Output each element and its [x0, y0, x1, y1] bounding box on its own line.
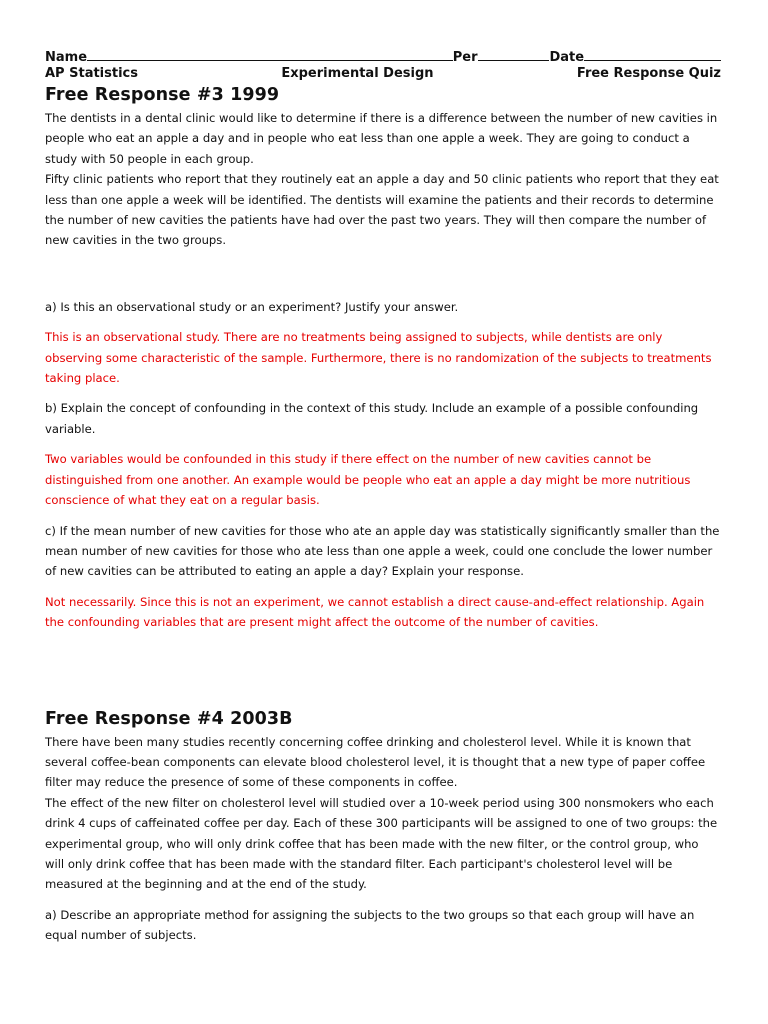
fr3-question-b: b) Explain the concept of confounding in the context of this study. Include an example of a possible confounding variable. [45, 401, 699, 436]
topic-title: Experimental Design [281, 66, 434, 81]
fr3-answer-b: Two variables would be confounded in this study if there effect on the number of new cavities cannot be distinguished from one another. An example would be people who eat an apple a day might be more nutritious conscience of what they eat on a regular basis. [45, 452, 691, 508]
course-line [45, 66, 721, 81]
fr4-title: Free Response #4 2003B [45, 708, 293, 729]
name-blank [87, 46, 453, 61]
per-blank [478, 46, 550, 61]
date-label: Date [549, 50, 585, 65]
fr3-intro-2: Fifty clinic patients who report that they routinely eat an apple a day and 50 clinic patients who report that they eat less than one apple a week will be identified. The dentists will examine the patients and their records to determine the number of new cavities the patients have had over the past two years. They will then compare the number of new cavities in the two groups. [45, 172, 719, 248]
name-period-date-line [45, 46, 721, 64]
fr3-title: Free Response #3 1999 [45, 85, 280, 105]
quiz-title: Free Response Quiz [576, 66, 721, 81]
date-blank [584, 46, 721, 61]
fr4-intro-1: There have been many studies recently concerning coffee drinking and cholesterol level. While it is known that several coffee-bean components can elevate blood cholesterol level, it is thought that a new type of paper coffee filter may reduce the presence of some of these components in coffee. [45, 734, 706, 790]
fr4-question-a: a) Describe an appropriate method for assigning the subjects to the two groups so that each group will have an equal number of subjects. [45, 907, 695, 943]
per-label: Per [452, 50, 478, 65]
worksheet-page [45, 46, 721, 946]
fr3-answer-c: Not necessarily. Since this is not an experiment, we cannot establish a direct cause-and-effect relationship. Again the confounding variables that are present might affect the outcome of the number of cavities. [45, 594, 705, 630]
fr3-question-a: a) Is this an observational study or an experiment? Justify your answer. [45, 299, 459, 314]
fr3-question-c: c) If the mean number of new cavities for those who ate an apple day was statistically significantly smaller than the mean number of new cavities for those who ate less than one apple a week, could one conclude the lower number of new cavities can be attributed to eating an apple a day? Explain your response. [45, 523, 720, 579]
course-title: AP Statistics [45, 66, 138, 81]
fr4-intro-2: The effect of the new filter on cholesterol level will studied over a 10-week period using 300 nonsmokers who each drink 4 cups of caffeinated coffee per day. Each of these 300 participants will be assigned to one of two groups: the experimental group, who will only drink coffee that has been made with the new filter, or the control group, who will only drink coffee that has been made with the standard filter. Each participant's cholesterol level will be measured at the beginning and at the end of the study. [45, 795, 718, 892]
name-label: Name [45, 50, 88, 65]
fr3-answer-a: This is an observational study. There are no treatments being assigned to subjects, while dentists are only observing some characteristic of the sample. Furthermore, there is no randomization of the subjects to treatments taking place. [45, 330, 712, 386]
fr3-intro-1: The dentists in a dental clinic would like to determine if there is a difference between the number of new cavities in people who eat an apple a day and in people who eat less than one apple a week. They are going to conduct a study with 50 people in each group. [45, 111, 718, 166]
